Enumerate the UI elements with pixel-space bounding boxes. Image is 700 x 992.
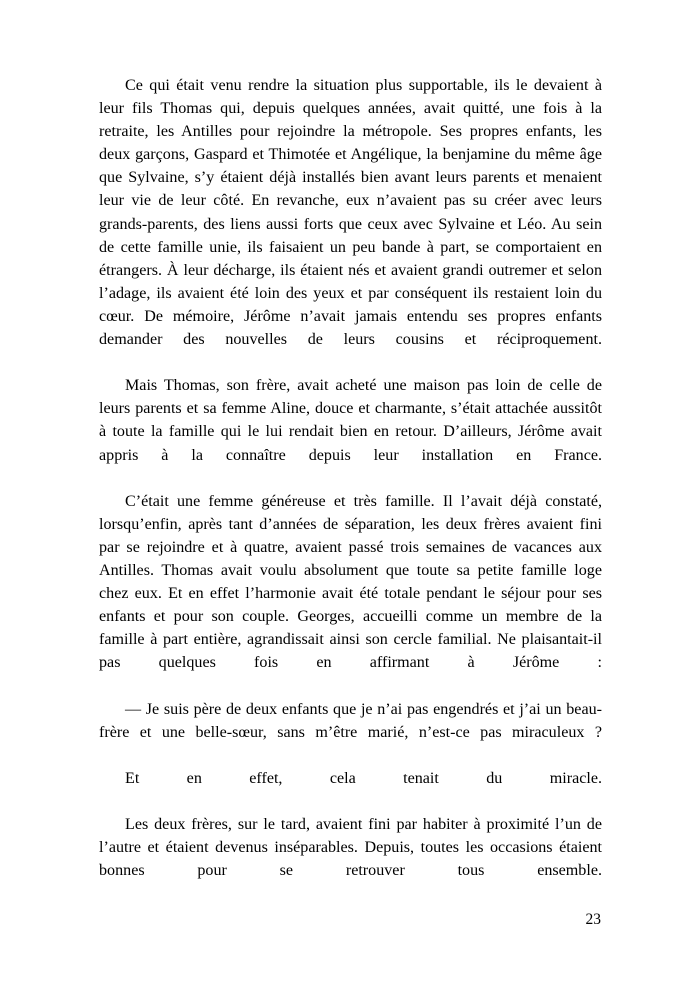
paragraph: Mais Thomas, son frère, avait acheté une maison pas loin de celle de leurs parents et sa femme Aline, douce et charmante, s’était attachée aussitôt à toute la famille qui le lui rendait bien en retour. D’ailleurs, Jérôme avait appris à la connaître depuis leur installation en France. <box>99 377 602 464</box>
page-number: 23 <box>585 911 601 928</box>
paragraph: Les deux frères, sur le tard, avaient fini par habiter à proximité l’un de l’autre et étaient devenus inséparables. Depuis, toutes les occasions étaient bonnes pour se retrouver tous ensemble. <box>99 816 602 880</box>
paragraph: Et en effet, cela tenait du miracle. <box>125 769 602 787</box>
paragraph: C’était une femme généreuse et très famille. Il l’avait déjà constaté, lorsqu’enfin, après tant d’années de séparation, les deux frères avaient fini par se rejoindre et à quatre, avaient passé trois semaines de vacances aux Antilles. Thomas avait voulu absolument que toute sa petite famille loge chez eux. Et en effet l’harmonie avait été totale pendant le séjour pour ses enfants et pour son couple. Georges, accueilli comme un membre de la famille à part entière, agrandissait ainsi son cercle familial. Ne plaisantait-il pas quelques fois en affirmant à Jérôme : <box>99 492 602 672</box>
body-text <box>99 74 602 905</box>
paragraph: Ce qui était venu rendre la situation plus supportable, ils le devaient à leur fils Thomas qui, depuis quelques années, avait quitté, une fois à la retraite, les Antilles pour rejoindre la métropole. Ses propres enfants, les deux garçons, Gaspard et Thimotée et Angélique, la benjamine du même âge que Sylvaine, s’y étaient déjà installés bien avant leurs parents et menaient leur vie de leur côté. En revanche, eux n’avaient pas su créer avec leurs grands-parents, des liens aussi forts que ceux avec Sylvaine et Léo. Au sein de cette famille unie, ils faisaient un peu bande à part, se comportaient en étrangers. À leur décharge, ils étaient nés et avaient grandi outremer et selon l’adage, ils avaient été loin des yeux et par conséquent ils restaient loin du cœur. De mémoire, Jérôme n’avait jamais entendu ses propres enfants demander des nouvelles de leurs cousins et réciproquement. <box>99 77 602 349</box>
paragraph-dialogue: — Je suis père de deux enfants que je n’ai pas engendrés et j’ai un beau-frère et une belle-sœur, sans m’être marié, n’est-ce pas miraculeux ? <box>99 700 602 741</box>
